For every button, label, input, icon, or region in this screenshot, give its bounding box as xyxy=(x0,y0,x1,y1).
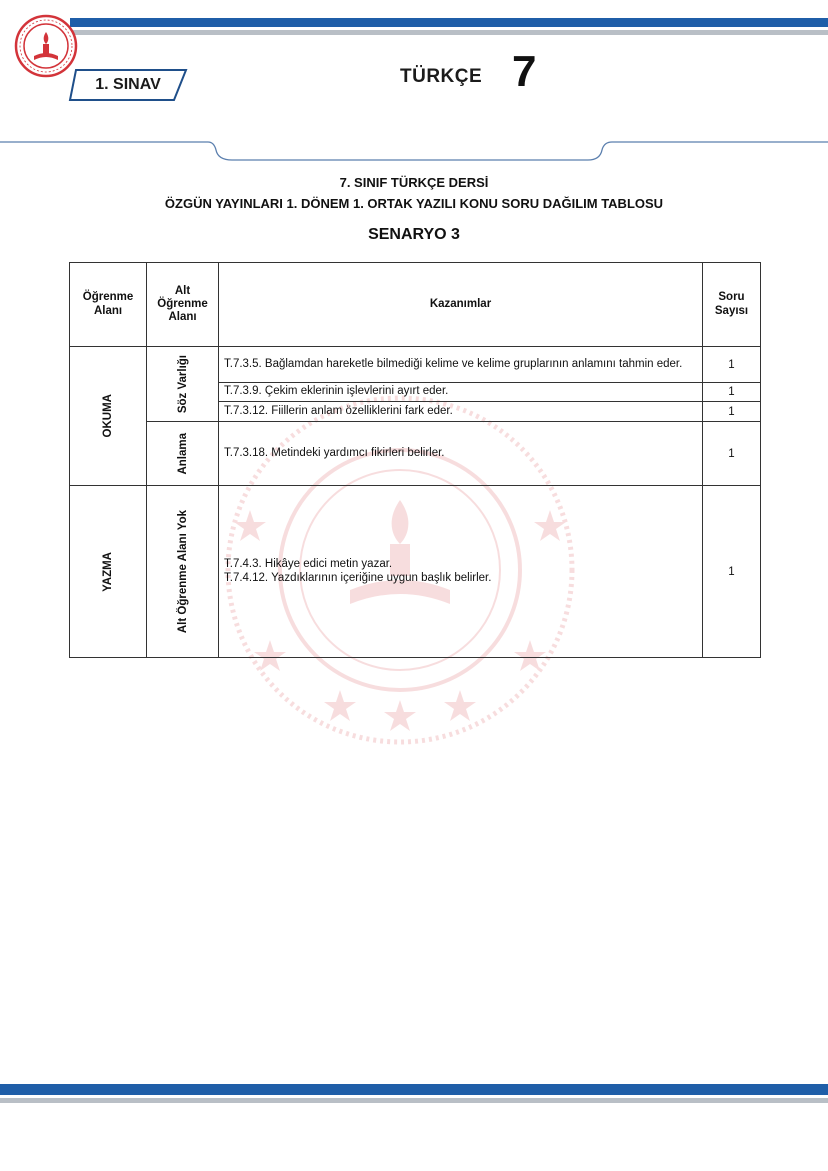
footer-accent-bar xyxy=(0,1084,828,1095)
objective-text xyxy=(219,486,703,658)
header-sub-area-line-3: Alanı xyxy=(168,311,197,324)
table-row xyxy=(70,347,761,383)
header-divider xyxy=(0,138,828,168)
question-count: 1 xyxy=(703,486,761,658)
header-accent-bar xyxy=(70,18,828,27)
area-okuma: OKUMA xyxy=(102,394,114,438)
header-sub-area-line-1: Alt xyxy=(174,284,191,297)
question-count: 1 xyxy=(703,347,761,383)
question-count: 1 xyxy=(703,383,761,402)
subject-title: TÜRKÇE xyxy=(400,66,483,87)
footer-grey-bar xyxy=(0,1098,828,1103)
objective-text: T.7.3.12. Fiillerin anlam özelliklerini fark eder. xyxy=(219,402,703,422)
sub-area-soz-varligi: Söz Varlığı xyxy=(176,354,189,414)
area-okuma-cell xyxy=(70,347,147,486)
doc-title-scenario: SENARYO 3 xyxy=(368,226,460,243)
doc-title-line-1: 7. SINIF TÜRKÇE DERSİ xyxy=(339,175,489,190)
area-yazma-cell xyxy=(70,486,147,658)
question-count: 1 xyxy=(703,422,761,486)
header-grey-bar xyxy=(72,30,828,35)
sub-area-none-cell xyxy=(147,486,219,658)
objective-text: T.7.3.5. Bağlamdan hareketle bilmediği kelime ve kelime gruplarının anlamını tahmin eder. xyxy=(219,347,703,383)
table-header-row xyxy=(70,263,761,347)
sub-area-soz-varligi-cell xyxy=(147,347,219,422)
sub-area-anlama: Anlama xyxy=(176,432,189,475)
header-sub-area-line-2: Öğrenme xyxy=(157,297,208,310)
exam-label: 1. SINAV xyxy=(95,76,161,93)
grade-number: 7 xyxy=(512,47,537,96)
table-row xyxy=(70,486,761,658)
question-distribution-table xyxy=(69,262,761,658)
area-yazma: YAZMA xyxy=(102,551,114,592)
objective-line-2: T.7.4.12. Yazdıklarının içeriğine uygun başlık belirler. xyxy=(224,571,492,584)
objective-text: T.7.3.9. Çekim eklerinin işlevlerini ayırt eder. xyxy=(219,383,703,402)
objective-line-1: T.7.4.3. Hikâye edici metin yazar. xyxy=(224,557,393,570)
question-count: 1 xyxy=(703,402,761,422)
header-area: Öğrenme Alanı xyxy=(70,263,147,347)
sub-area-anlama-cell xyxy=(147,422,219,486)
header-count: Soru Sayısı xyxy=(703,263,761,347)
table-row xyxy=(70,422,761,486)
objective-text: T.7.3.18. Metindeki yardımcı fikirleri belirler. xyxy=(219,422,703,486)
doc-title-line-2: ÖZGÜN YAYINLARI 1. DÖNEM 1. ORTAK YAZILI KONU SORU DAĞILIM TABLOSU xyxy=(164,196,664,211)
sub-area-none: Alt Öğrenme Alanı Yok xyxy=(176,509,189,634)
header-sub-area xyxy=(147,263,219,347)
header-objectives: Kazanımlar xyxy=(219,263,703,347)
